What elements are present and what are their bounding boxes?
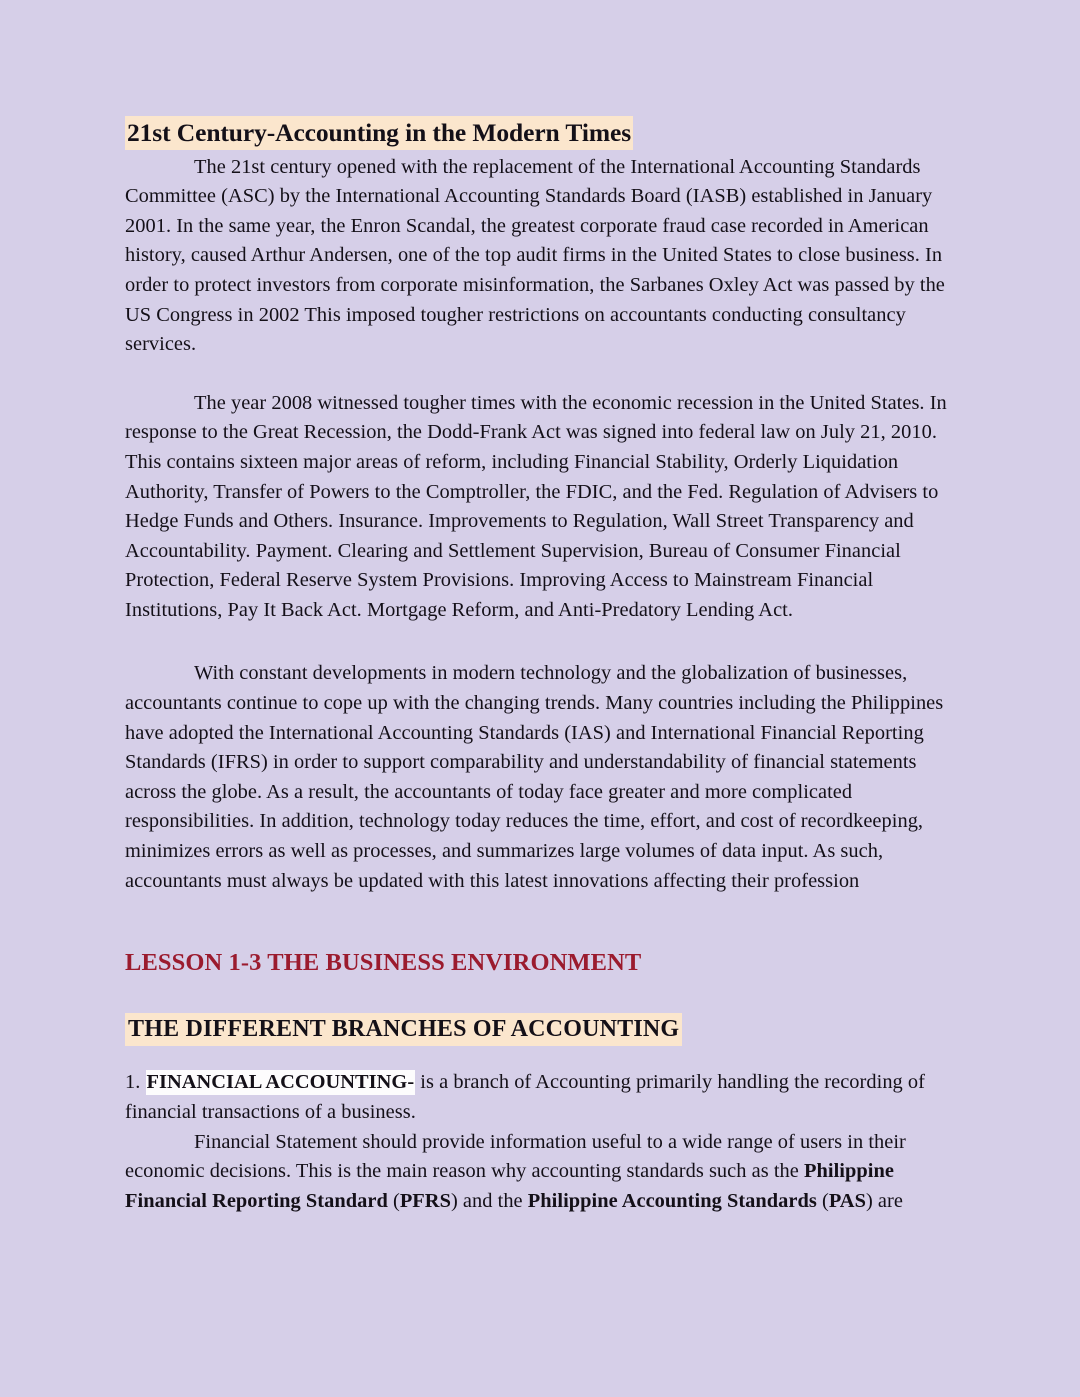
paragraph-2: The year 2008 witnessed tougher times with the economic recession in the United States. In response to the Great Recession, the Dodd-Frank Act was signed into federal law on July 21, 2010. This contains sixteen major areas of reform, including Financial Stability, Orderly Liquidation Authority, Transfer of Powers to the Comptroller, the FDIC, and the Fed. Regulation of Advisers to Hedge Funds and Others. Insurance. Improvements to Regulation, Wall Street Transparency and Accountability. Payment. Clearing and Settlement Supervision, Bureau of Consumer Financial Protection, Federal Reserve System Provisions. Improving Access to Mainstream Financial Institutions, Pay It Back Act. Mortgage Reform, and Anti-Predatory Lending Act. xyxy=(125,391,947,621)
pfrs-standard-name: Philippine Financial Reporting Standard xyxy=(125,1160,894,1212)
detail-mid-1: ( xyxy=(387,1189,400,1212)
branch-item-number: 1. xyxy=(125,1071,141,1094)
branch-item-1-detail xyxy=(125,1128,953,1217)
paragraph-3: With constant developments in modern technology and the globalization of businesses, accountants continue to cope up with the changing trends. Many countries including the Philippines have adopted the International Accounting Standards (IAS) and International Financial Reporting Standards (IFRS) in order to support comparability and understandability of financial statements across the globe. As a result, the accountants of today face greater and more complicated responsibilities. In addition, technology today reduces the time, effort, and cost of recordkeeping, minimizes errors as well as processes, and summarizes large volumes of data input. As such, accountants must always be updated with this latest innovations affecting their profession xyxy=(125,662,944,892)
document-body xyxy=(125,118,953,1216)
section-spacer xyxy=(125,978,953,1015)
branch-item-term: FINANCIAL ACCOUNTING- xyxy=(146,1071,415,1094)
branch-list-item-1 xyxy=(125,1068,953,1127)
pas-standard-name: Philippine Accounting Standards xyxy=(527,1189,817,1212)
detail-tail-text: ) are xyxy=(865,1189,903,1212)
section-heading xyxy=(125,118,953,148)
branches-heading-text: THE DIFFERENT BRANCHES OF ACCOUNTING xyxy=(125,1013,682,1046)
paragraph-1: The 21st century opened with the replacement of the International Accounting Standards Committee (ASC) by the International Accounting Standards Board (IASB) established in January 2001. In the same year, the Enron Scandal, the greatest corporate fraud case recorded in American history, caused Arthur Andersen, one of the top audit firms in the United States to close business. In order to protect investors from corporate misinformation, the Sarbanes Oxley Act was passed by the US Congress in 2002 This imposed tougher restrictions on accountants conducting consultancy services. xyxy=(125,155,945,356)
paragraph-spacer xyxy=(125,625,953,659)
pas-abbrev: PAS xyxy=(828,1189,866,1212)
lesson-heading: LESSON 1-3 THE BUSINESS ENVIRONMENT xyxy=(125,949,642,977)
branches-heading xyxy=(125,1015,953,1044)
detail-lead-text: Financial Statement should provide information useful to a wide range of users in their economic decisions. This is the main reason why accounting standards such as the xyxy=(125,1130,906,1183)
section-spacer xyxy=(125,1043,953,1068)
branch-item-definition: is a branch of Accounting primarily handling the recording of financial transactions of a business. xyxy=(125,1071,925,1124)
paragraph-spacer xyxy=(125,360,953,389)
detail-mid-2: ) and the xyxy=(450,1189,528,1212)
detail-mid-3: ( xyxy=(816,1189,829,1212)
section-heading-text: 21st Century-Accounting in the Modern Times xyxy=(125,116,633,150)
pfrs-abbrev: PFRS xyxy=(399,1189,451,1212)
section-spacer xyxy=(125,896,953,948)
